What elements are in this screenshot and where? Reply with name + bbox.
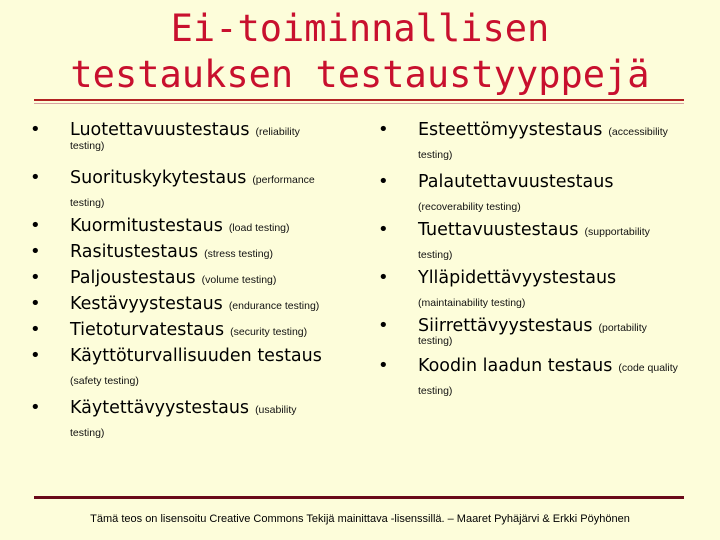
item-note: (reliability <box>255 126 300 138</box>
item-note-line: testing) <box>418 385 453 397</box>
slide-title: Ei-toiminnallisen testauksen testaustyyppejä <box>70 7 650 96</box>
bullet-icon: • <box>30 119 41 140</box>
bullet-icon: • <box>30 345 41 366</box>
bullet-icon: • <box>30 241 41 262</box>
list-item-load <box>30 214 365 240</box>
item-label: Käyttöturvallisuuden testaus <box>70 346 322 366</box>
list-item-security <box>30 318 365 344</box>
bullet-icon: • <box>378 267 389 288</box>
title-divider <box>34 99 684 101</box>
item-note-line: (safety testing) <box>70 375 139 387</box>
left-column <box>30 118 365 444</box>
item-label: Suorituskykytestaus <box>70 168 247 188</box>
list-item-code-quality <box>378 354 708 402</box>
item-label: Tuettavuustestaus <box>418 220 579 240</box>
bullet-icon: • <box>30 319 41 340</box>
item-label: Käytettävyystestaus <box>70 398 250 418</box>
item-note-line: testing) <box>70 197 105 209</box>
item-label: Tietoturvatestaus <box>70 320 225 340</box>
bullet-icon: • <box>378 355 389 376</box>
item-note-line: (maintainability testing) <box>418 297 526 309</box>
right-column <box>378 118 708 402</box>
bullet-icon: • <box>30 215 41 236</box>
footer-divider <box>34 496 684 499</box>
item-note: (endurance testing) <box>228 300 320 312</box>
item-label: Esteettömyystestaus <box>418 120 603 140</box>
item-label: Ylläpidettävyystestaus <box>418 268 617 288</box>
item-note: (supportability <box>584 226 650 238</box>
list-item-supportability <box>378 218 708 266</box>
item-note: (security testing) <box>230 326 308 338</box>
item-note: (volume testing) <box>201 274 277 286</box>
item-label: Kuormitustestaus <box>70 216 223 236</box>
item-label: Kestävyystestaus <box>70 294 223 314</box>
item-note-line: testing) <box>70 427 105 439</box>
item-note-line: (recoverability testing) <box>418 201 521 213</box>
footer-license-text: Tämä teos on lisensoitu Creative Commons Tekijä mainittava -lisenssillä. – Maaret Pyhäjärvi & Erkki Pöyhönen <box>90 513 630 525</box>
list-item-usability <box>30 396 365 444</box>
item-label: Luotettavuustestaus <box>70 120 250 140</box>
item-note-line: testing) <box>70 140 105 152</box>
title-divider-shadow <box>34 103 684 104</box>
list-item-performance <box>30 166 365 214</box>
item-label: Koodin laadun testaus <box>418 356 613 376</box>
bullet-icon: • <box>30 293 41 314</box>
list-item-accessibility <box>378 118 708 170</box>
item-label: Palautettavuustestaus <box>418 172 614 192</box>
list-item-maintainability <box>378 266 708 314</box>
item-note: (performance <box>252 174 315 186</box>
item-note: (load testing) <box>228 222 290 234</box>
item-note-line: testing) <box>418 249 453 261</box>
list-item-reliability <box>30 118 365 166</box>
list-item-safety <box>30 344 365 396</box>
bullet-icon: • <box>30 167 41 188</box>
bullet-icon: • <box>30 267 41 288</box>
item-note: (accessibility <box>608 126 668 138</box>
item-label: Siirrettävyystestaus <box>418 316 593 336</box>
item-note: (stress testing) <box>204 248 273 260</box>
item-note-line: testing) <box>418 335 453 347</box>
list-item-portability <box>378 314 708 354</box>
bullet-icon: • <box>378 119 389 140</box>
item-note: (usability <box>255 404 297 416</box>
bullet-icon: • <box>30 397 41 418</box>
item-note: (code quality <box>618 362 678 374</box>
item-note-line: testing) <box>418 149 453 161</box>
list-item-stress <box>30 240 365 266</box>
list-item-endurance <box>30 292 365 318</box>
item-note: (portability <box>598 322 647 334</box>
bullet-icon: • <box>378 171 389 192</box>
bullet-icon: • <box>378 219 389 240</box>
bullet-icon: • <box>378 315 389 336</box>
list-item-recoverability <box>378 170 708 218</box>
item-label: Rasitustestaus <box>70 242 199 262</box>
item-label: Paljoustestaus <box>70 268 196 288</box>
list-item-volume <box>30 266 365 292</box>
